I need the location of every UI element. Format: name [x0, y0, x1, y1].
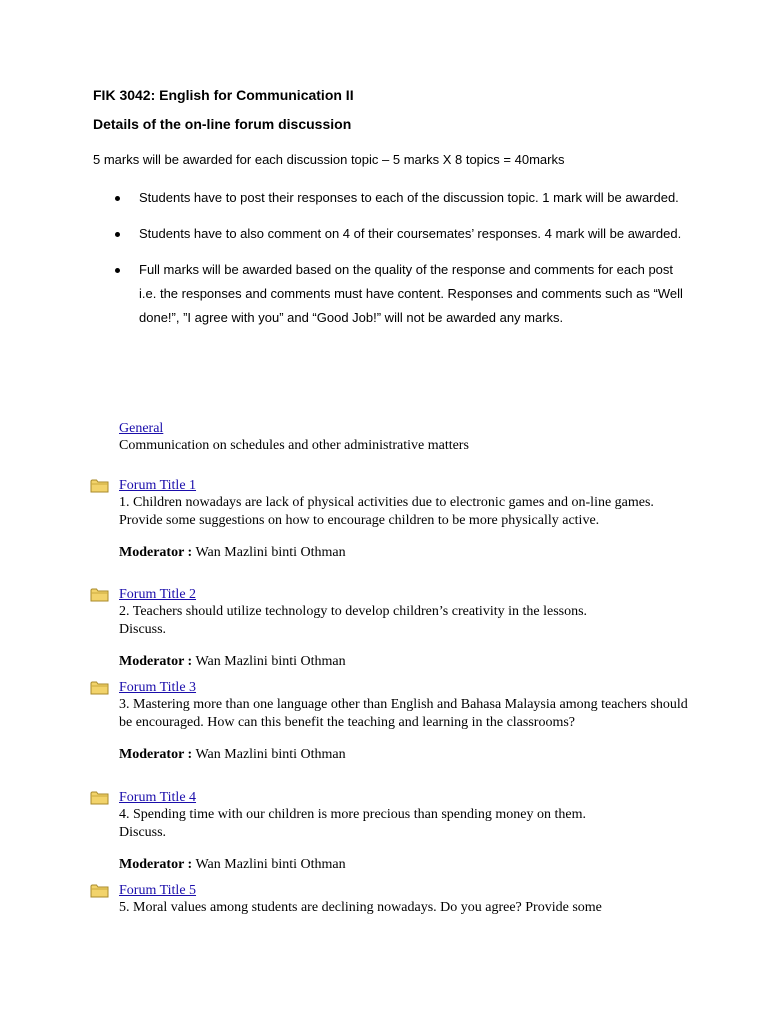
bullet-icon — [115, 232, 120, 237]
general-link[interactable]: General — [119, 421, 164, 436]
moderator-label: Moderator : — [119, 747, 193, 763]
requirements-list — [93, 186, 693, 342]
forum-item — [90, 789, 690, 874]
bullet-icon — [115, 196, 120, 201]
requirement-item — [93, 258, 693, 330]
folder-icon — [90, 587, 109, 602]
forum-item — [90, 477, 690, 562]
moderator-name: Wan Mazlini binti Othman — [195, 545, 346, 561]
requirement-item — [93, 186, 693, 210]
general-forum — [119, 420, 699, 454]
requirement-text: Students have to post their responses to each of the discussion topic. 1 mark will be awarded. — [139, 190, 679, 205]
requirement-text: Full marks will be awarded based on the quality of the response and comments for each post i.e. the responses and comments must have content. Responses and comments such as “Well done!”, ”I agree with you” and “Good Job!” will not be awarded any marks. — [139, 262, 683, 325]
general-description: Communication on schedules and other administrative matters — [119, 438, 469, 453]
folder-icon — [90, 883, 109, 898]
moderator-name: Wan Mazlini binti Othman — [195, 747, 346, 763]
forum-title-link[interactable]: Forum Title 5 — [119, 883, 197, 898]
requirement-item — [93, 222, 693, 246]
folder-icon — [90, 478, 109, 493]
moderator-label: Moderator : — [119, 545, 193, 561]
folder-icon — [90, 680, 109, 695]
moderator-label: Moderator : — [119, 654, 193, 670]
forum-title-link[interactable]: Forum Title 4 — [119, 790, 197, 805]
forum-question: 4. Spending time with our children is more precious than spending money on them. Discuss. — [119, 807, 586, 840]
forum-title-link[interactable]: Forum Title 1 — [119, 478, 197, 493]
forum-title-link[interactable]: Forum Title 2 — [119, 587, 197, 602]
moderator-name: Wan Mazlini binti Othman — [195, 857, 346, 873]
marks-summary: 5 marks will be awarded for each discussion topic – 5 marks X 8 topics = 40marks — [93, 152, 565, 167]
forum-question: 1. Children nowadays are lack of physical activities due to electronic games and on-line games. Provide some suggestions on how to encourage children to be more physically active. — [119, 495, 654, 528]
moderator-label: Moderator : — [119, 857, 193, 873]
forum-question: 3. Mastering more than one language other than English and Bahasa Malaysia among teachers should be encouraged. How can this benefit the teaching and learning in the classrooms? — [119, 697, 688, 730]
forum-item — [90, 882, 690, 917]
forum-moderator — [119, 653, 690, 670]
details-title: Details of the on-line forum discussion — [93, 116, 352, 132]
moderator-name: Wan Mazlini binti Othman — [195, 654, 346, 670]
bullet-icon — [115, 268, 120, 273]
forum-item — [90, 586, 690, 671]
forum-moderator — [119, 746, 690, 763]
forum-moderator — [119, 856, 690, 873]
folder-icon — [90, 790, 109, 805]
requirement-text: Students have to also comment on 4 of their coursemates’ responses. 4 mark will be awarded. — [139, 226, 682, 241]
forum-title-link[interactable]: Forum Title 3 — [119, 680, 197, 695]
forum-question: 5. Moral values among students are declining nowadays. Do you agree? Provide some — [119, 900, 602, 916]
course-title: FIK 3042: English for Communication II — [93, 87, 354, 103]
forum-item — [90, 679, 690, 764]
forum-moderator — [119, 544, 690, 561]
forum-question: 2. Teachers should utilize technology to develop children’s creativity in the lessons. Discuss. — [119, 604, 588, 637]
